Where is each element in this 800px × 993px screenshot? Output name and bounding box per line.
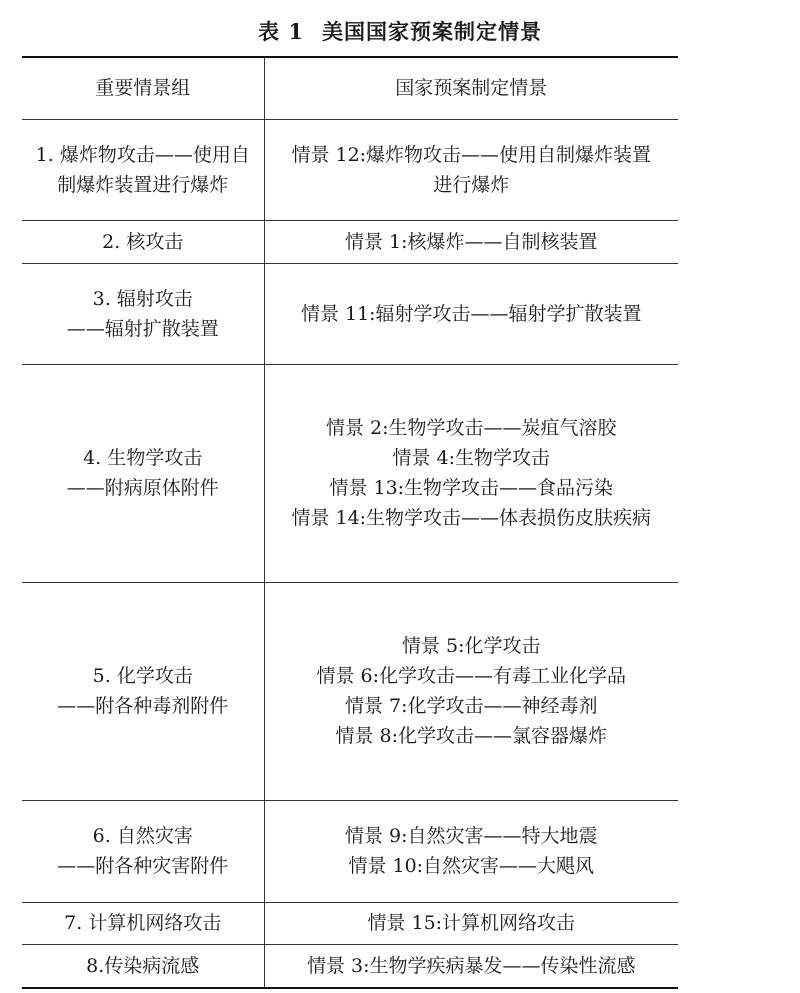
group-cell: 4. 生物学攻击 ——附病原体附件 xyxy=(22,364,264,582)
scenario-cell: 情景 15:计算机网络攻击 xyxy=(264,902,678,944)
scenario-cell: 情景 12:爆炸物攻击——使用自制爆炸装置 进行爆炸 xyxy=(264,119,678,220)
scenario-table xyxy=(22,56,678,989)
scenario-cell: 情景 1:核爆炸——自制核装置 xyxy=(264,220,678,263)
group-cell: 6. 自然灾害 ——附各种灾害附件 xyxy=(22,800,264,902)
scenario-cell: 情景 11:辐射学攻击——辐射学扩散装置 xyxy=(264,263,678,364)
group-cell: 1. 爆炸物攻击——使用自 制爆炸装置进行爆炸 xyxy=(22,119,264,220)
table-header-row xyxy=(22,57,678,119)
table-row xyxy=(22,364,678,582)
table-number: 表 1 xyxy=(258,19,304,44)
table-row xyxy=(22,220,678,263)
table-caption xyxy=(0,12,800,52)
header-group: 重要情景组 xyxy=(22,57,264,119)
group-cell: 7. 计算机网络攻击 xyxy=(22,902,264,944)
table-title: 美国国家预案制定情景 xyxy=(321,19,542,44)
group-cell: 3. 辐射攻击 ——辐射扩散装置 xyxy=(22,263,264,364)
table-row xyxy=(22,800,678,902)
table-row xyxy=(22,119,678,220)
group-cell: 2. 核攻击 xyxy=(22,220,264,263)
table-row xyxy=(22,263,678,364)
table-row xyxy=(22,902,678,944)
scenario-cell: 情景 3:生物学疾病暴发——传染性流感 xyxy=(264,944,678,988)
scenario-cell: 情景 9:自然灾害——特大地震 情景 10:自然灾害——大飓风 xyxy=(264,800,678,902)
scenario-cell: 情景 2:生物学攻击——炭疽气溶胶 情景 4:生物学攻击 情景 13:生物学攻击——食品污染 情景 14:生物学攻击——体表损伤皮肤疾病 xyxy=(264,364,678,582)
group-cell: 8.传染病流感 xyxy=(22,944,264,988)
group-cell: 5. 化学攻击 ——附各种毒剂附件 xyxy=(22,582,264,800)
table-row xyxy=(22,582,678,800)
table-row xyxy=(22,944,678,988)
scenario-cell: 情景 5:化学攻击 情景 6:化学攻击——有毒工业化学品 情景 7:化学攻击——神经毒剂 情景 8:化学攻击——氯容器爆炸 xyxy=(264,582,678,800)
header-scenarios: 国家预案制定情景 xyxy=(264,57,678,119)
